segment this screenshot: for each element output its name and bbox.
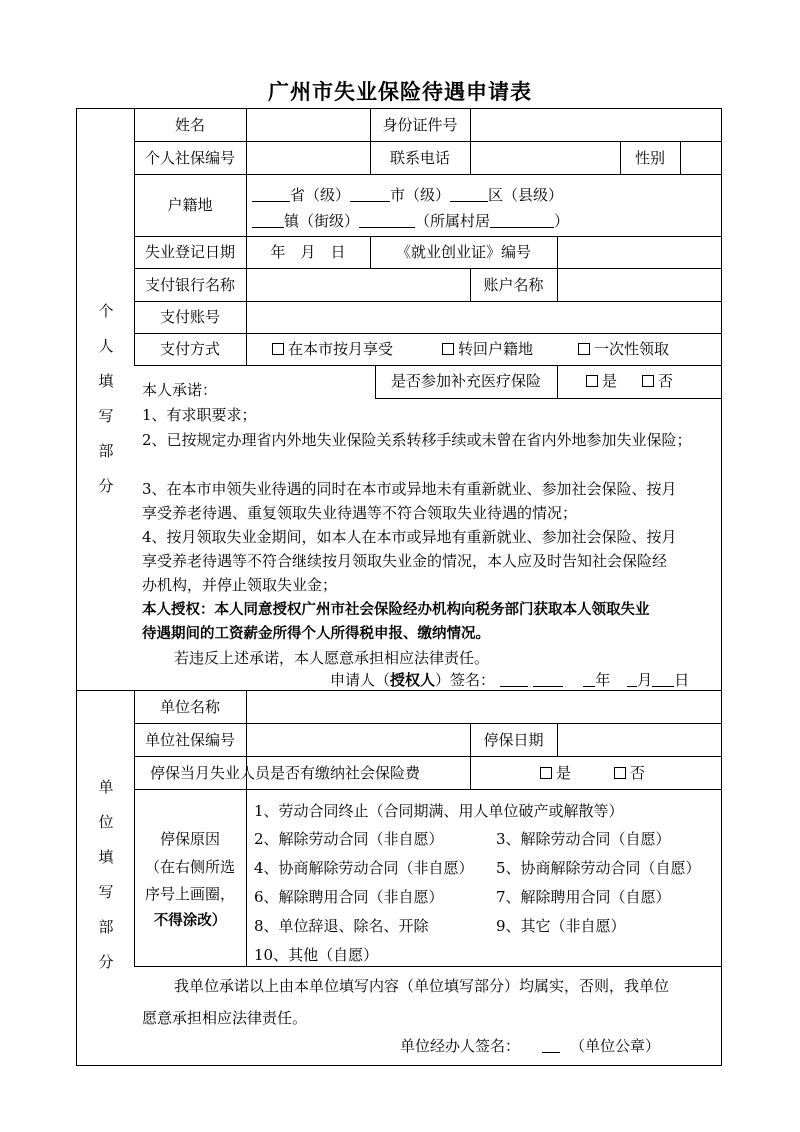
reason-option[interactable]: 3、解除劳动合同（自愿） [496,830,671,848]
reason-option[interactable]: 10、其他（自愿） [254,946,379,964]
unit-pledge-line: 我单位承诺以上由本单位填写内容（单位填写部分）均属实，否则，我单位 [174,977,670,995]
bank-label: 支付银行名称 [144,276,235,294]
violation-text: 若违反上述承诺，本人愿意承担相应法律责任。 [174,649,490,667]
unit-section-label: 单 位 填 写 部 分 [98,778,114,971]
reason-option[interactable]: 4、协商解除劳动合同（非自愿） [254,859,474,877]
paid-option-yes[interactable]: 是 [540,764,571,782]
reason-option[interactable]: 1、劳动合同终止（合同期满、用人单位破产或解散等） [254,802,624,820]
medical-option-yes[interactable]: 是 [586,372,617,390]
reason-option[interactable]: 8、单位辞退、除名、开除 [254,917,429,935]
reg-date-field[interactable]: 年 月 日 [270,243,346,261]
paid-label: 停保当月失业人员是否有缴纳社会保险费 [150,764,421,782]
gender-label: 性别 [634,149,665,167]
paid-option-no[interactable]: 否 [614,764,645,782]
payment-option-lump-sum[interactable]: 一次性领取 [578,340,669,358]
pledge-line: 享受养老待遇等不符合继续按月领取失业金的情况，本人应及时告知社会保险经 [142,552,668,570]
household-line-1: 省（级） 市（级） 区（县级） [252,186,563,204]
medical-option-no[interactable]: 否 [642,372,673,390]
household-label: 户籍地 [167,196,213,214]
bank-field[interactable] [247,269,469,300]
pledge-line: 办机构，并停止领取失业金； [142,576,338,594]
pledge-line: 2、已按规定办理省内外地失业保险关系转移手续或未曾在省内外地参加失业保险； [142,431,692,449]
reason-option[interactable]: 9、其它（非自愿） [496,917,626,935]
pledge-title: 本人承诺： [142,381,218,399]
id-field[interactable] [471,109,721,140]
pledge-line: 4、按月领取失业金期间，如本人在本市或异地有重新就业、参加社会保险、按月 [142,528,677,546]
id-label: 身份证件号 [382,116,458,134]
payment-option-transfer[interactable]: 转回户籍地 [442,340,533,358]
account-no-field[interactable] [247,302,721,332]
checkbox-icon [642,375,654,387]
reason-option[interactable]: 7、解除聘用合同（自愿） [496,888,671,906]
gender-field[interactable] [681,142,721,173]
ss-no-label: 个人社保编号 [144,149,235,167]
name-field[interactable] [247,109,369,140]
cert-label: 《就业创业证》编号 [395,243,531,261]
form-title: 广州市失业保险待遇申请表 [268,80,532,104]
stop-date-label: 停保日期 [483,731,544,749]
phone-label: 联系电话 [389,149,450,167]
account-name-field[interactable] [558,269,721,300]
pledge-line: 1、有求职要求； [142,406,257,424]
checkbox-icon [540,767,552,779]
cert-field[interactable] [558,237,721,267]
payment-option-monthly[interactable]: 在本市按月享受 [272,340,393,358]
name-label: 姓名 [174,116,205,134]
applicant-signature[interactable]: 申请人（授权人）签名： 年 月 日 [330,671,690,689]
authorization-line: 本人授权：本人同意授权广州市社会保险经办机构向税务部门获取本人领取失业 [142,602,650,618]
personal-section-label: 个 人 填 写 部 分 [98,302,114,495]
reason-option[interactable]: 2、解除劳动合同（非自愿） [254,830,444,848]
pledge-line: 享受养老待遇、重复领取失业待遇等不符合领取失业待遇的情况； [142,504,578,522]
reason-label: 停保原因 [159,830,220,848]
checkbox-icon [586,375,598,387]
account-name-label: 账户名称 [483,276,544,294]
reason-option[interactable]: 6、解除聘用合同（非自愿） [254,888,444,906]
checkbox-icon [272,343,284,355]
reason-label: 序号上画圈， [144,885,235,903]
unit-ss-no-field[interactable] [247,724,469,755]
pledge-line: 3、在本市申领失业待遇的同时在本市或异地未有重新就业、参加社会保险、按月 [142,480,677,498]
account-no-label: 支付账号 [159,308,220,326]
unit-signature[interactable]: 单位经办人签名： （单位公章） [400,1037,661,1055]
unit-name-label: 单位名称 [159,698,220,716]
unit-name-field[interactable] [247,691,721,722]
ss-no-field[interactable] [247,142,369,173]
unit-pledge-line: 愿意承担相应法律责任。 [142,1009,308,1027]
payment-label: 支付方式 [159,340,220,358]
reason-option[interactable]: 5、协商解除劳动合同（自愿） [496,859,701,877]
checkbox-icon [442,343,454,355]
checkbox-icon [578,343,590,355]
household-line-2: 镇（街级） （所属村居 ） [252,212,569,230]
reason-label: （在右侧所选 [144,858,235,876]
checkbox-icon [614,767,626,779]
unit-ss-no-label: 单位社保编号 [144,731,235,749]
authorization-line: 待遇期间的工资薪金所得个人所得税申报、缴纳情况。 [142,626,490,642]
medical-label: 是否参加补充医疗保险 [390,372,541,390]
stop-date-field[interactable] [558,724,721,755]
reg-date-label: 失业登记日期 [144,243,235,261]
reason-label-note: 不得涂改） [153,913,227,929]
phone-field[interactable] [471,142,619,173]
